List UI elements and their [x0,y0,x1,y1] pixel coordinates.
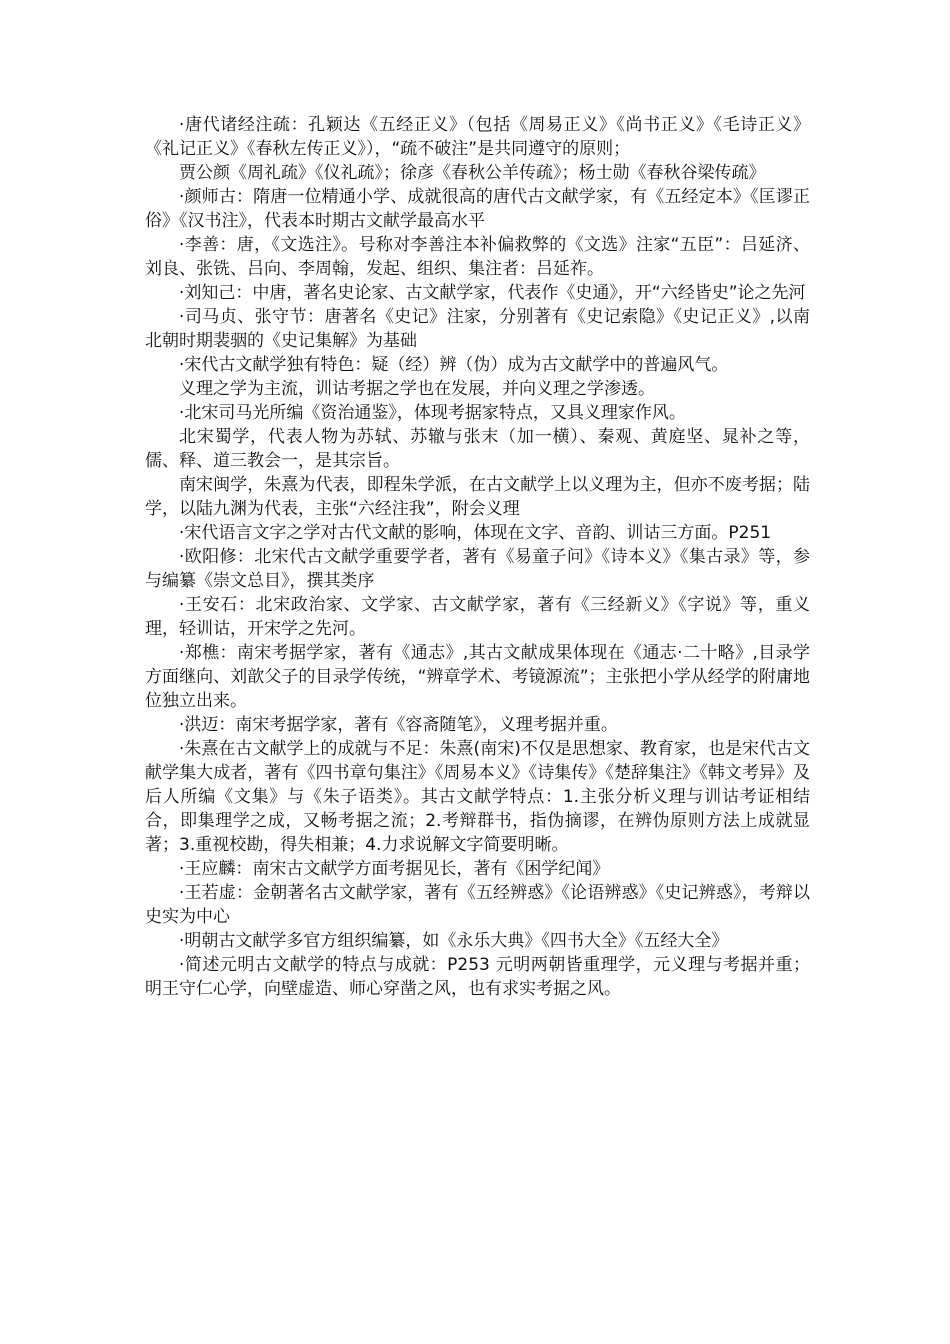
paragraph: ·郑樵：南宋考据学家，著有《通志》,其古文献成果体现在《通志·二十略》,目录学方面继向、刘歆父子的目录学传统，“辨章学术、考镜源流”；主张把小学从经学的附庸地位独立出来。 [145,643,810,711]
paragraph: ·唐代诸经注疏：孔颖达《五经正义》（包括《周易正义》《尚书正义》《毛诗正义》《礼记正义》《春秋左传正义》），“疏不破注”是共同遵守的原则； [145,115,810,159]
paragraph: ·明朝古文献学多官方组织编纂，如《永乐大典》《四书大全》《五经大全》 [179,931,729,951]
paragraph: ·颜师古：隋唐一位精通小学、成就很高的唐代古文献学家，有《五经定本》《匡谬正俗》《汉书注》，代表本时期古文献学最高水平 [145,187,810,231]
paragraph: ·王应麟：南宋古文献学方面考据见长，著有《困学纪闻》 [179,859,610,879]
paragraph: ·北宋司马光所编《资治通鉴》，体现考据家特点，又具义理家作风。 [179,403,686,423]
paragraph: ·宋代语言文字之学对古代文献的影响，体现在文字、音韵、训诂三方面。P251 [179,523,772,543]
paragraph: ·宋代古文献学独有特色：疑（经）辨（伪）成为古文献学中的普遍风气。 [179,355,729,375]
paragraph: 北宋蜀学，代表人物为苏轼、苏辙与张末（加一横）、秦观、黄庭坚、晁补之等，儒、释、道三教会一，是其宗旨。 [145,427,810,471]
paragraph: ·刘知己：中唐，著名史论家、古文献学家，代表作《史通》，开“六经皆史”论之先河 [179,283,806,303]
document-body [145,113,810,1001]
paragraph: ·洪迈：南宋考据学家，著有《容斋随笔》，义理考据并重。 [179,715,618,735]
paragraph: ·王若虚：金朝著名古文献学家，著有《五经辨惑》《论语辨惑》《史记辨惑》，考辩以史实为中心 [145,883,810,927]
paragraph: ·朱熹在古文献学上的成就与不足：朱熹(南宋)不仅是思想家、教育家，也是宋代古文献学集大成者，著有《四书章句集注》《周易本义》《诗集传》《楚辞集注》《韩文考异》及后人所编《文集》与《朱子语类》。其古文献学特点：1.主张分析义理与训诂考证相结合，即集理学之成，又畅考据之流；2.考辩群书，指伪摘谬，在辨伪原则方法上成就显著；3.重视校勘，得失相兼；4.力求说解文字简要明晰。 [145,739,810,855]
paragraph: 义理之学为主流，训诂考据之学也在发展，并向义理之学渗透。 [179,379,655,399]
paragraph: 南宋闽学，朱熹为代表，即程朱学派，在古文献学上以义理为主，但亦不废考据；陆学，以陆九渊为代表，主张“六经注我”，附会义理 [145,475,810,519]
paragraph: ·简述元明古文献学的特点与成就：P253 元明两朝皆重理学，元义理与考据并重；明王守仁心学，向壁虚造、师心穿凿之风，也有求实考据之风。 [145,955,810,999]
paragraph: ·欧阳修：北宋代古文献学重要学者，著有《易童子问》《诗本义》《集古录》等，参与编纂《崇文总目》，撰其类序 [145,547,810,591]
paragraph: ·王安石：北宋政治家、文学家、古文献学家，著有《三经新义》《字说》等，重义理，轻训诂，开宋学之先河。 [145,595,810,639]
paragraph: 贾公颜《周礼疏》《仪礼疏》；徐彦《春秋公羊传疏》；杨士勋《春秋谷梁传疏》 [179,163,766,183]
paragraph: ·司马贞、张守节：唐著名《史记》注家，分别著有《史记索隐》《史记正义》,以南北朝时期裴骃的《史记集解》为基础 [145,307,810,351]
paragraph: ·李善：唐，《文选注》。号称对李善注本补偏救弊的《文选》注家“五臣”：吕延济、刘良、张铣、吕向、李周翰，发起、组织、集注者：吕延祚。 [145,235,810,279]
